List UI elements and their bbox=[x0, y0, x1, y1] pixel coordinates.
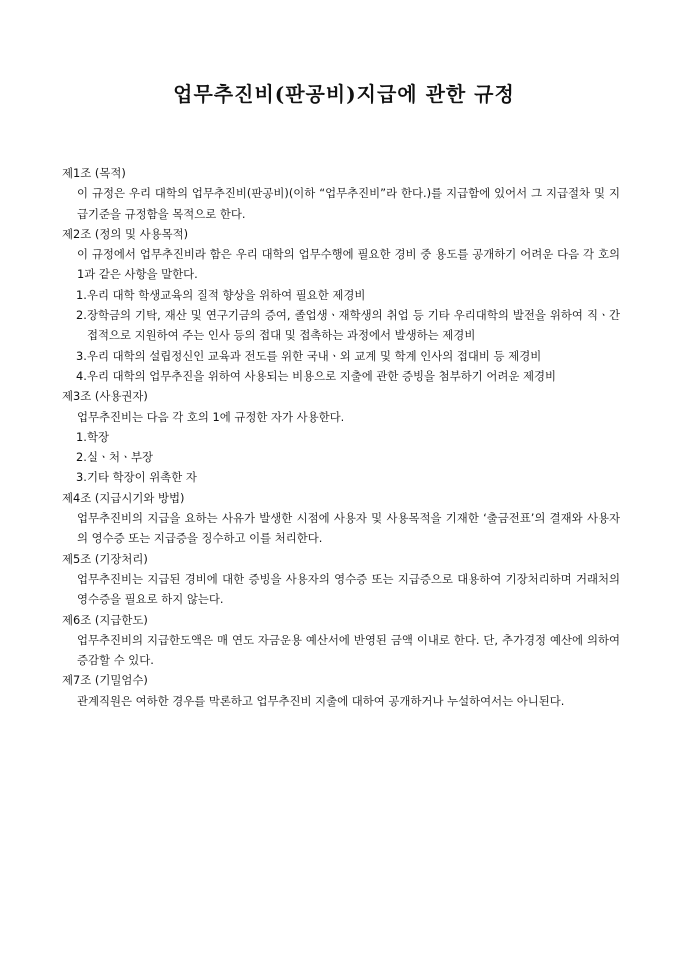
list-item bbox=[62, 305, 620, 346]
item-text: 우리 대학의 업무추진을 위하여 사용되는 비용으로 지출에 관한 증빙을 첨부하기 어려운 제경비 bbox=[87, 368, 556, 383]
article-4 bbox=[62, 488, 620, 549]
item-text: 실ㆍ처ㆍ부장 bbox=[87, 450, 154, 465]
article-1 bbox=[62, 163, 620, 224]
item-number: 3. bbox=[76, 470, 87, 485]
item-number: 1. bbox=[76, 429, 87, 444]
item-number: 4. bbox=[76, 368, 87, 383]
article-paragraph: 관계직원은 여하한 경우를 막론하고 업무추진비 지출에 대하여 공개하거나 누설하여서는 아니된다. bbox=[77, 693, 565, 708]
list-item bbox=[62, 366, 620, 386]
article-5 bbox=[62, 549, 620, 610]
item-number: 2. bbox=[76, 308, 87, 323]
list-item bbox=[62, 346, 620, 366]
article-item-list bbox=[62, 427, 620, 488]
article-heading: 제3조 (사용권자) bbox=[62, 389, 148, 404]
item-text: 우리 대학의 설립정신인 교육과 전도를 위한 국내ㆍ외 교계 및 학계 인사의 접대비 등 제경비 bbox=[87, 348, 542, 363]
article-6 bbox=[62, 610, 620, 671]
article-paragraph: 이 규정에서 업무추진비라 함은 우리 대학의 업무수행에 필요한 경비 중 용도를 공개하기 어려운 다음 각 호의 1과 같은 사항을 말한다. bbox=[77, 247, 620, 282]
item-number: 2. bbox=[76, 450, 87, 465]
item-number: 3. bbox=[76, 348, 87, 363]
regulation-body bbox=[62, 163, 620, 711]
article-7 bbox=[62, 670, 620, 711]
item-text: 학장 bbox=[87, 429, 110, 444]
document-title: 업무추진비(판공비)지급에 관한 규정 bbox=[173, 82, 515, 106]
item-number: 1. bbox=[76, 287, 87, 302]
item-text: 기타 학장이 위촉한 자 bbox=[87, 470, 197, 485]
article-heading: 제6조 (지급한도) bbox=[62, 612, 148, 627]
article-heading: 제1조 (목적) bbox=[62, 166, 126, 180]
item-text: 장학금의 기탁, 재산 및 연구기금의 증여, 졸업생ㆍ재학생의 취업 등 기타 우리대학의 발전을 위하여 직ㆍ간접적으로 지원하여 주는 인사 등의 접대 및 접촉하는 과정에서 발생하는 제경비 bbox=[87, 308, 620, 343]
article-item-list bbox=[62, 285, 620, 386]
article-paragraph: 업무추진비는 다음 각 호의 1에 규정한 자가 사용한다. bbox=[77, 409, 345, 424]
item-text: 우리 대학 학생교육의 질적 향상을 위하여 필요한 제경비 bbox=[87, 287, 366, 302]
article-paragraph: 업무추진비는 지급된 경비에 대한 증빙을 사용자의 영수증 또는 지급증으로 대용하여 기장처리하며 거래처의 영수증을 필요로 하지 않는다. bbox=[77, 571, 620, 607]
article-paragraph: 이 규정은 우리 대학의 업무추진비(판공비)(이하 “업무추진비”라 한다.)를 지급함에 있어서 그 지급절차 및 지급기준을 규정함을 목적으로 한다. bbox=[77, 186, 620, 221]
article-paragraph: 업무추진비의 지급을 요하는 사유가 발생한 시점에 사용자 및 사용목적을 기재한 ‘출금전표’의 결재와 사용자의 영수증 또는 지급증을 징수하고 이를 처리한다. bbox=[77, 511, 620, 546]
article-paragraph: 업무추진비의 지급한도액은 매 연도 자금운용 예산서에 반영된 금액 이내로 한다. 단, 추가경정 예산에 의하여 증감할 수 있다. bbox=[77, 632, 620, 668]
list-item bbox=[62, 447, 620, 467]
article-2 bbox=[62, 224, 620, 386]
article-heading: 제4조 (지급시기와 방법) bbox=[62, 490, 185, 505]
article-heading: 제7조 (기밀엄수) bbox=[62, 673, 148, 688]
article-heading: 제5조 (기장처리) bbox=[62, 551, 148, 566]
list-item bbox=[62, 285, 620, 305]
article-heading: 제2조 (정의 및 사용목적) bbox=[62, 226, 189, 241]
list-item bbox=[62, 467, 620, 487]
list-item bbox=[62, 427, 620, 447]
article-3 bbox=[62, 386, 620, 487]
